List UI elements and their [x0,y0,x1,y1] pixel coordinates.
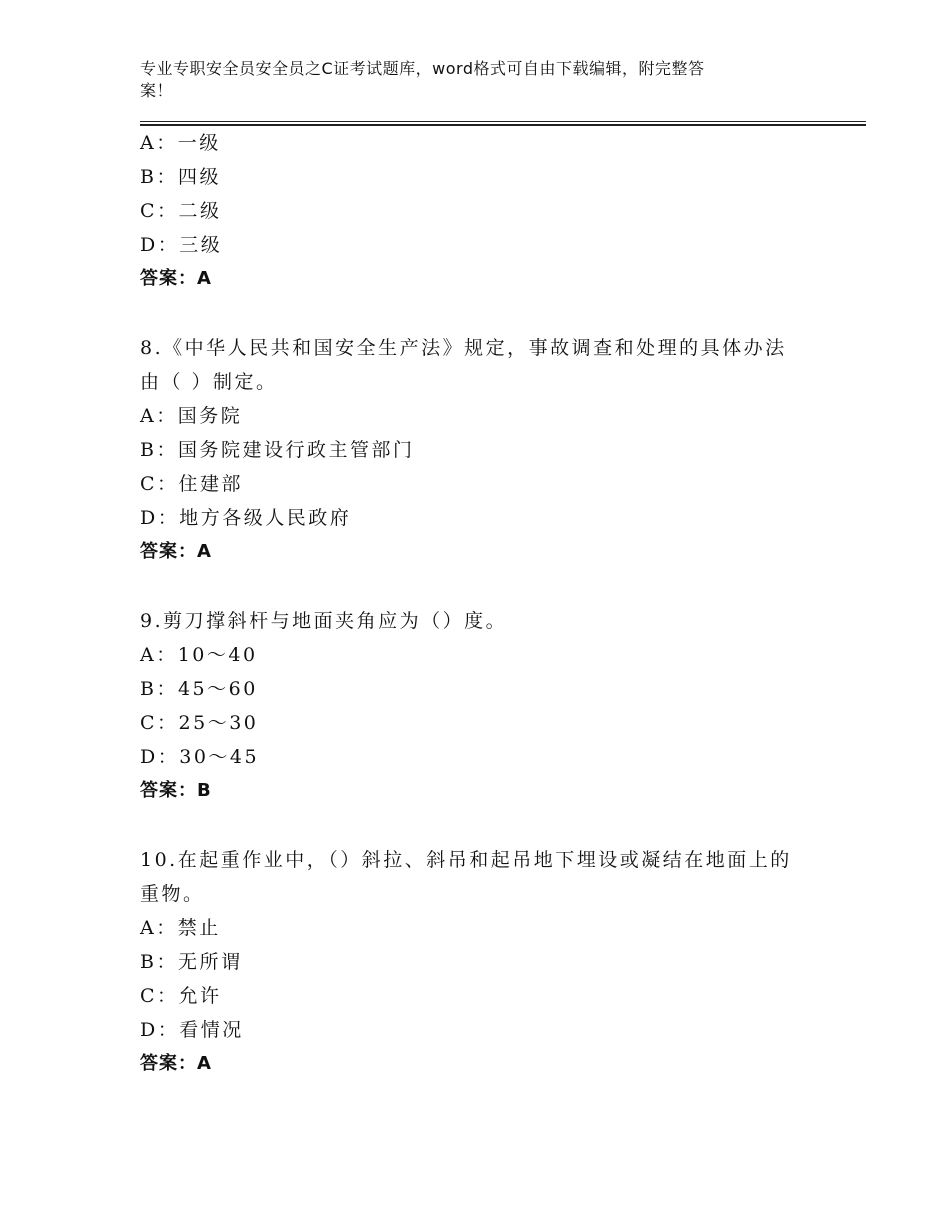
option-c: C：允许 [140,985,222,1007]
header-rule-thin [140,121,866,122]
option-a: A：一级 [140,132,221,154]
question-8 [140,331,820,569]
answer-label: 答案：A [140,541,212,562]
question-7 [140,126,820,296]
option-c: C：二级 [140,200,222,222]
option-b: B：45～60 [140,678,258,700]
option-d: D：看情况 [140,1019,244,1041]
question-text-line-2: 由（ ）制定。 [140,371,278,393]
option-a: A：10～40 [140,644,258,666]
header-line-1: 专业专职安全员安全员之C证考试题库，word格式可自由下载编辑，附完整答 [140,59,705,78]
option-b: B：国务院建设行政主管部门 [140,439,415,461]
question-text-line-2: 重物。 [140,883,205,905]
question-text-line-1: 9.剪刀撑斜杆与地面夹角应为（）度。 [140,610,508,632]
option-d: D：地方各级人民政府 [140,507,352,529]
option-a: A：国务院 [140,405,243,427]
header-line-2: 案！ [140,81,174,100]
option-b: B：无所谓 [140,951,243,973]
option-d: D：30～45 [140,746,260,768]
answer-label: 答案：A [140,268,212,289]
option-b: B：四级 [140,166,221,188]
option-d: D：三级 [140,234,223,256]
option-a: A：禁止 [140,917,221,939]
answer-label: 答案：B [140,780,212,801]
answer-label: 答案：A [140,1053,212,1074]
question-10 [140,843,820,1081]
question-text-line-1: 8.《中华人民共和国安全生产法》规定，事故调查和处理的具体办法 [140,337,787,359]
document-header [140,58,800,102]
option-c: C：住建部 [140,473,244,495]
question-9 [140,604,820,808]
question-text-line-1: 10.在起重作业中，（）斜拉、斜吊和起吊地下埋设或凝结在地面上的 [140,849,792,871]
option-c: C：25～30 [140,712,259,734]
